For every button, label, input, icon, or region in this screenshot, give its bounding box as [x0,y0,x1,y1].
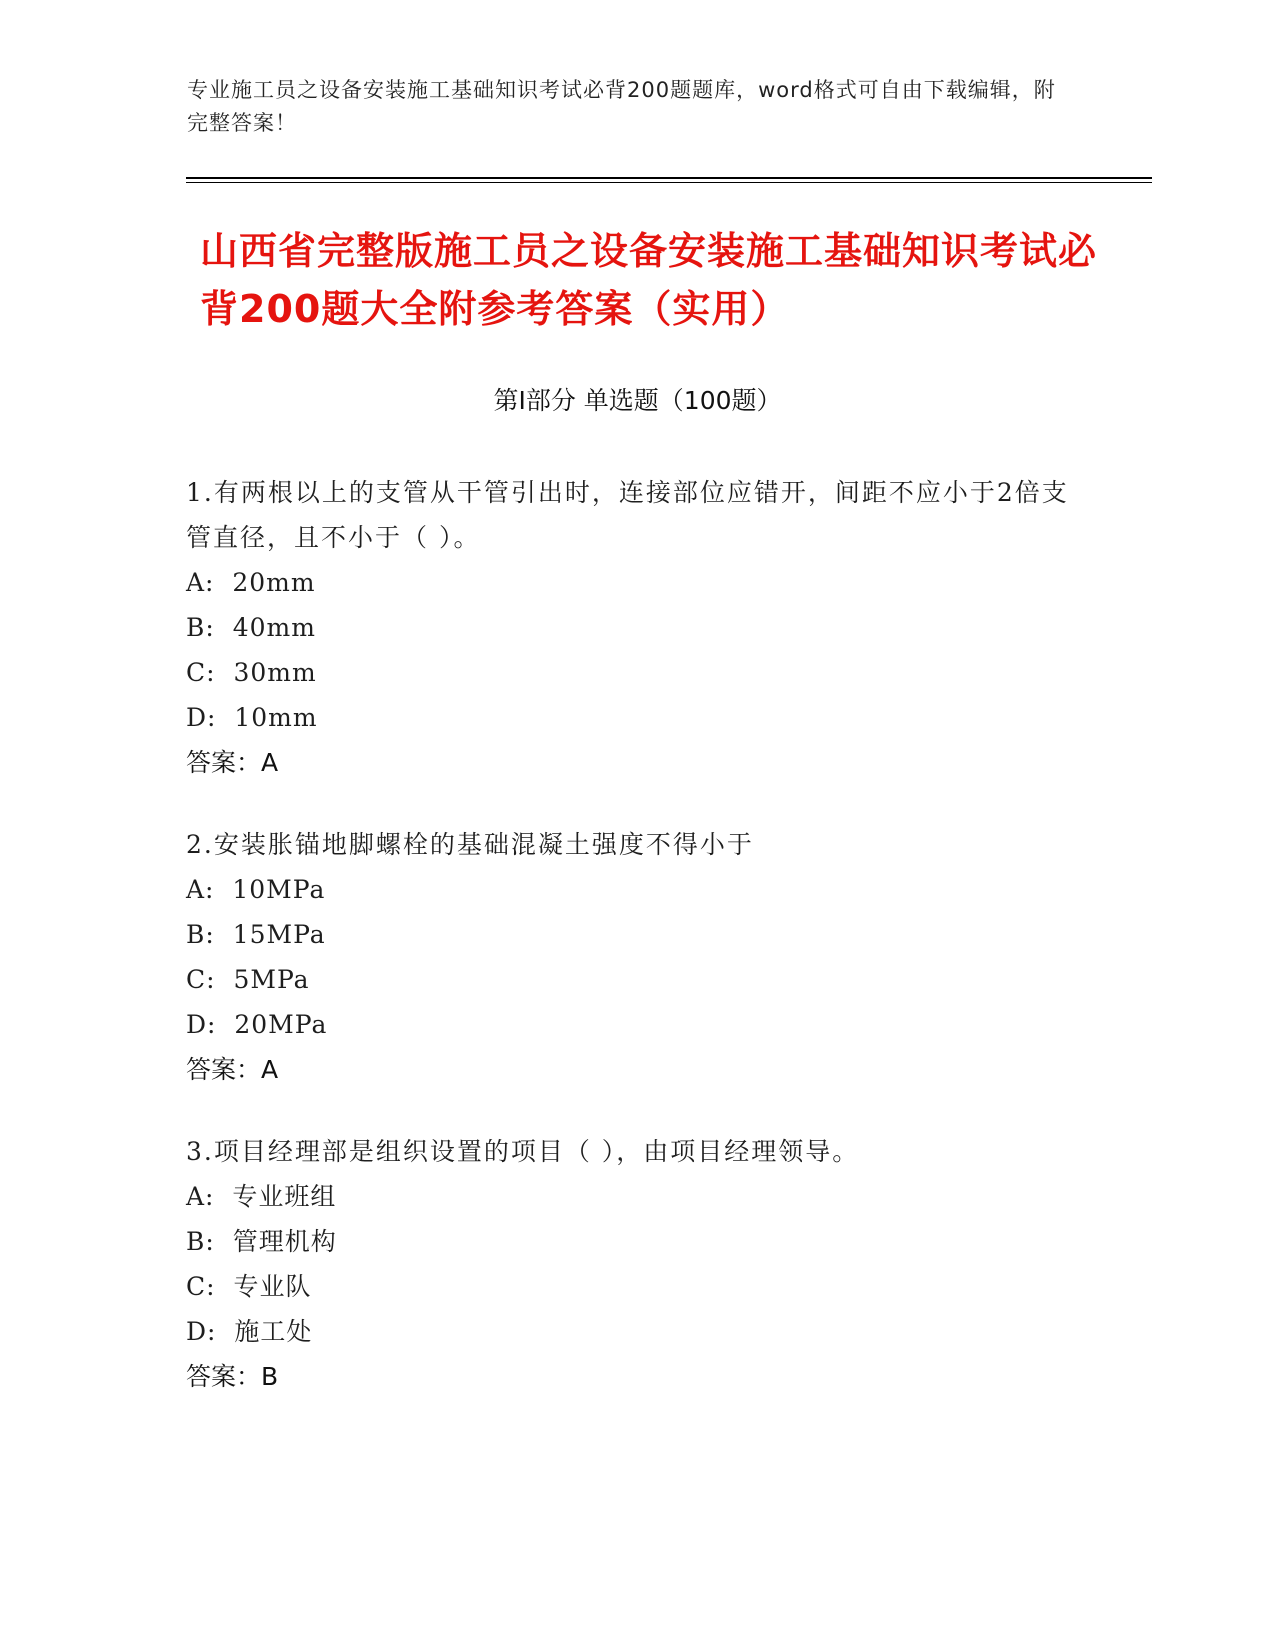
question-3 [186,1129,1086,1399]
header-note: 专业施工员之设备安装施工基础知识考试必背200题题库，word格式可自由下载编辑，附完整答案！ [187,78,1056,135]
option-c: C: 专业队 [186,1272,312,1301]
answer: 答案：B [186,1362,279,1391]
section-title: 第I部分 单选题（100题） [493,386,782,415]
option-b: B: 15MPa [186,920,326,949]
option-a: A: 专业班组 [186,1182,337,1211]
question-stem: 2.安装胀锚地脚螺栓的基础混凝土强度不得小于 [186,830,754,859]
option-d: D: 20MPa [186,1010,328,1039]
answer: 答案：A [186,748,279,777]
option-a: A: 20mm [186,568,316,597]
question-stem: 3.项目经理部是组织设置的项目（ ），由项目经理领导。 [186,1137,860,1166]
option-d: D: 施工处 [186,1317,313,1346]
option-c: C: 30mm [186,658,317,687]
option-c: C: 5MPa [186,965,310,994]
answer: 答案：A [186,1055,279,1084]
question-1 [186,470,1086,785]
header-divider-thin [186,182,1152,183]
document-title: 山西省完整版施工员之设备安装施工基础知识考试必背200题大全附参考答案（实用） [200,229,1098,331]
option-d: D: 10mm [186,703,318,732]
question-list [186,470,1086,1436]
option-a: A: 10MPa [186,875,326,904]
option-b: B: 管理机构 [186,1227,337,1256]
header-divider-thick [186,177,1152,179]
question-2 [186,822,1086,1092]
question-stem: 1.有两根以上的支管从干管引出时，连接部位应错开，间距不应小于2倍支管直径，且不小于（ ）。 [186,478,1069,552]
option-b: B: 40mm [186,613,316,642]
